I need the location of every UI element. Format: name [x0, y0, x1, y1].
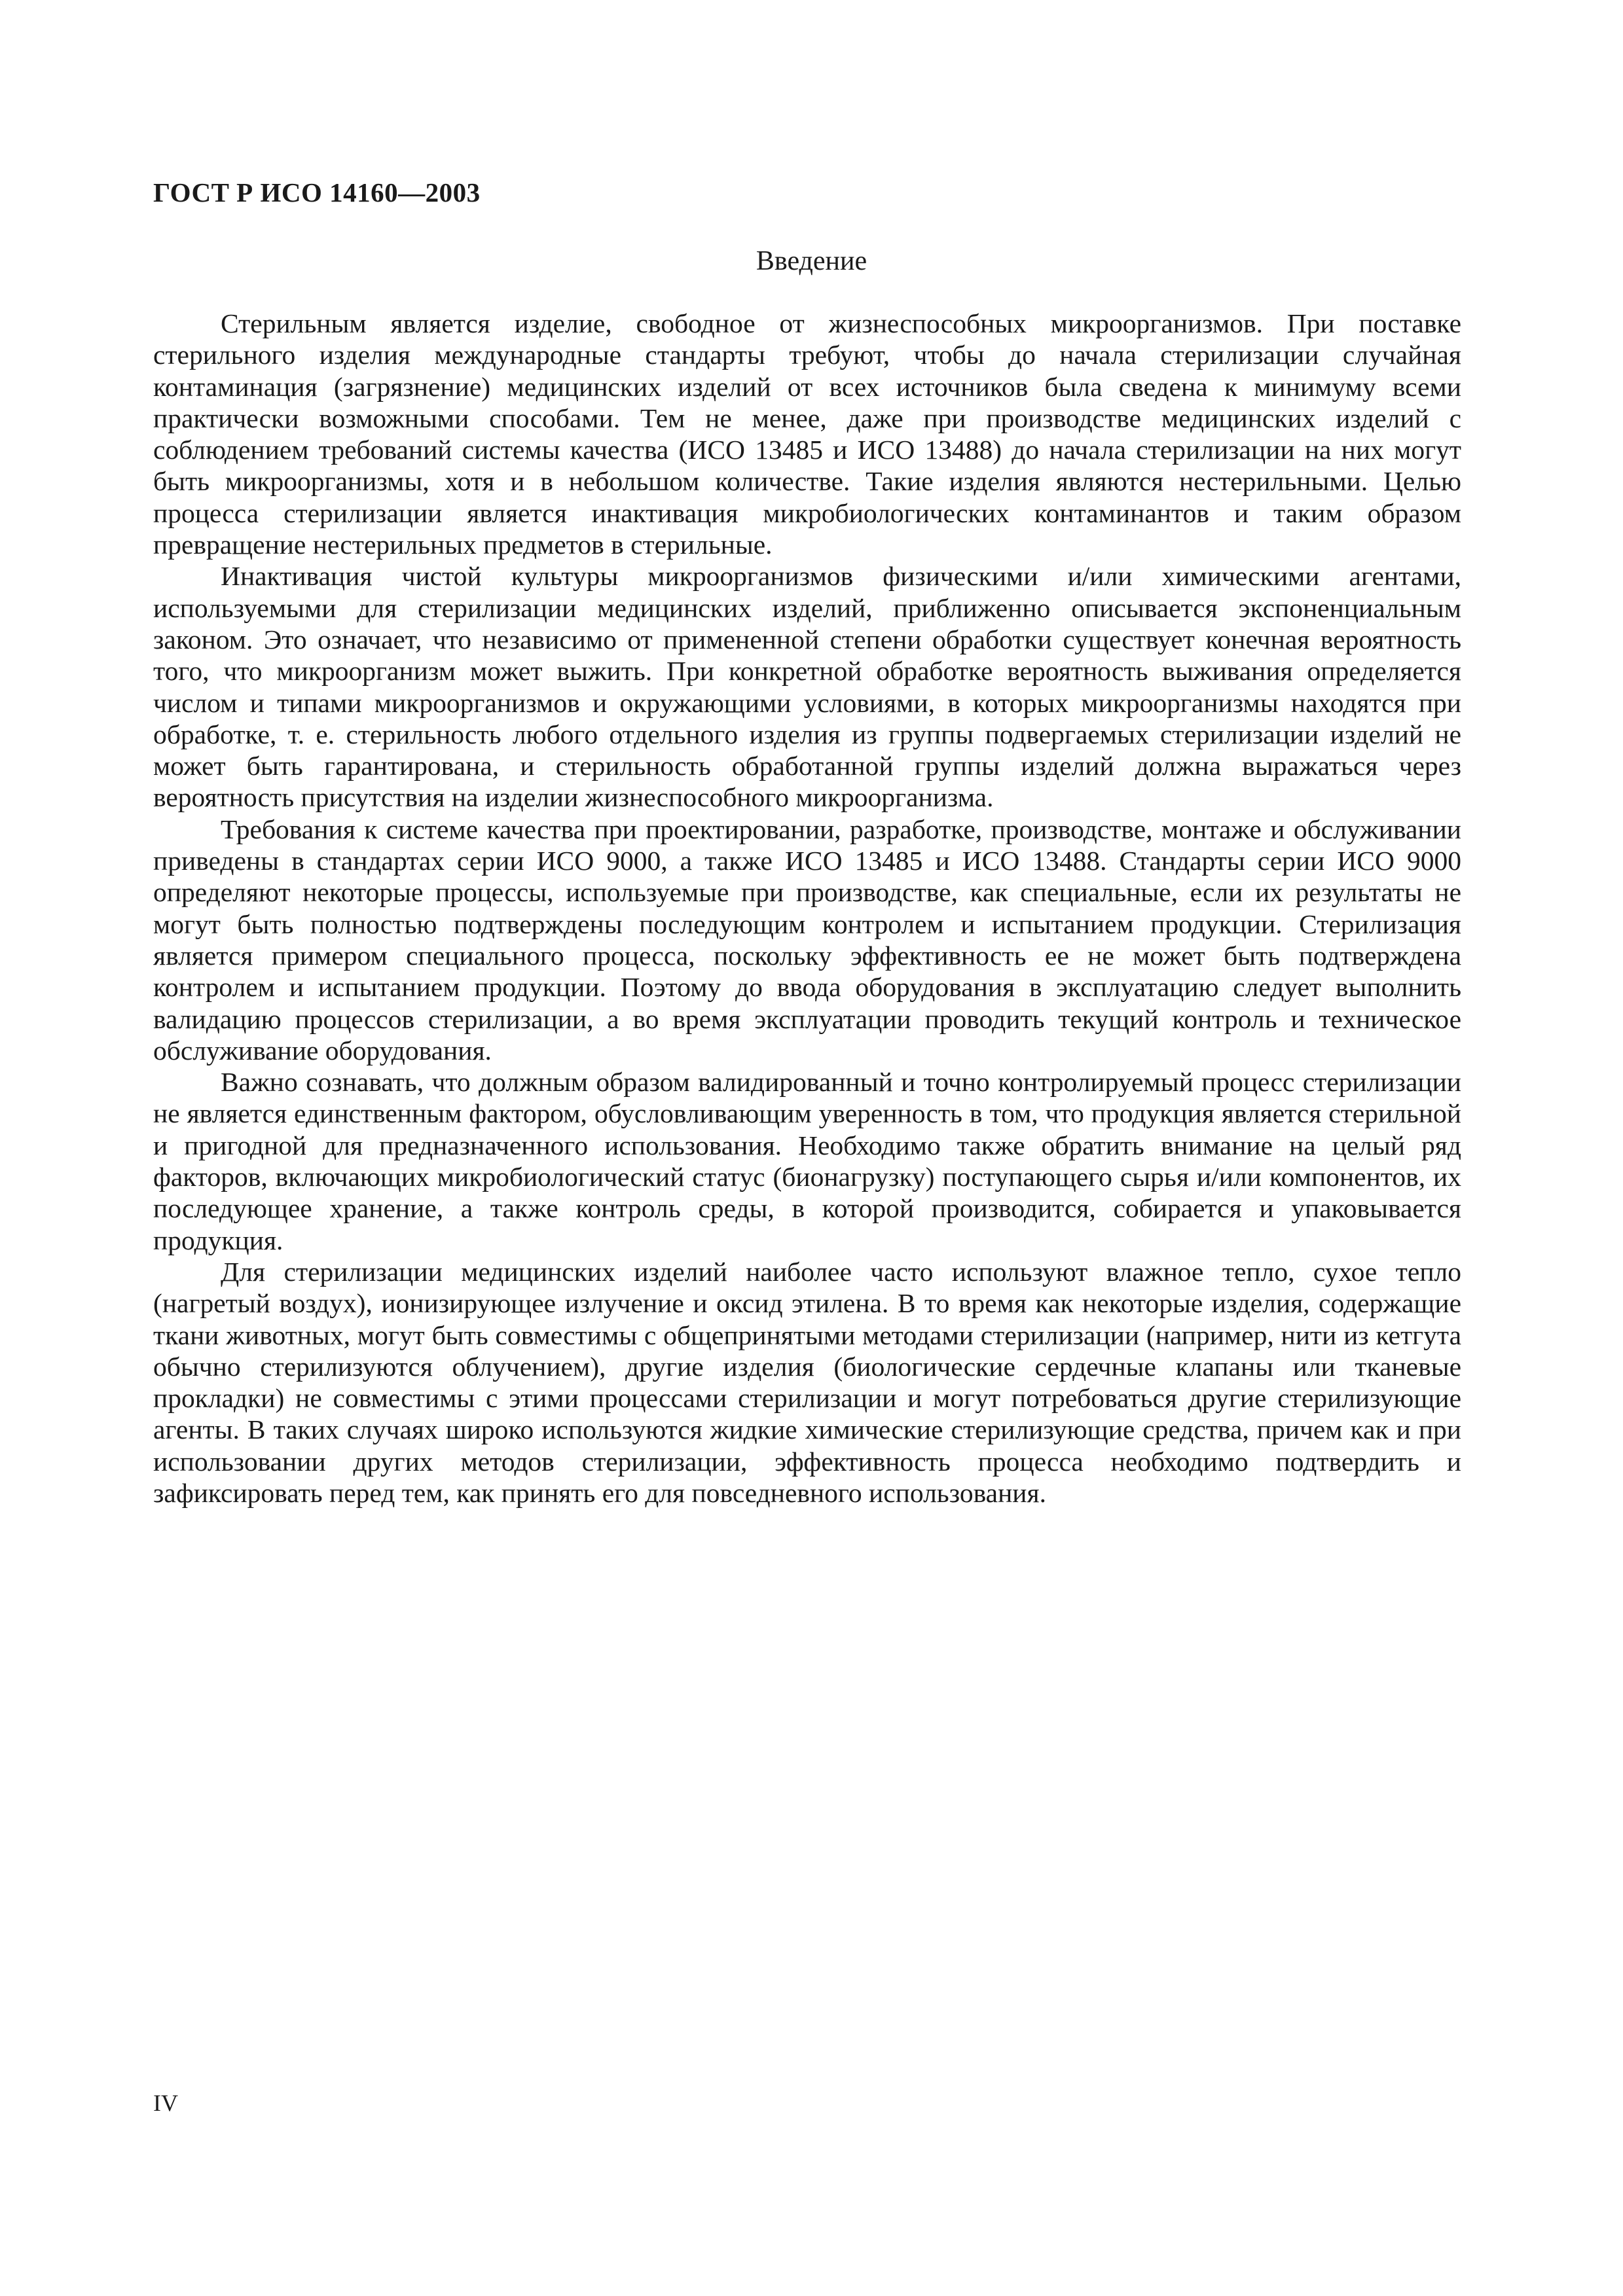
paragraph: Важно сознавать, что должным образом валидированный и точно контролируемый процесс стерилизации не является единственным фактором, обусловливающим уверенность в том, что продукция является стерильной и пригодной для предназначенного использования. Необходимо также обратить внимание на целый ряд факторов, включающих микробиологический статус (бионагрузку) поступающего сырья и/или компонентов, их последующее хранение, а также контроль среды, в которой производится, собирается и упаковывается продукция.: [153, 1067, 1461, 1255]
paragraph: Инактивация чистой культуры микроорганизмов физическими и/или химическими агентами, используемыми для стерилизации медицинских изделий, приближенно описывается экспоненциальным законом. Это означает, что независимо от примененной степени обработки существует конечная вероятность того, что микроорганизм может выжить. При конкретной обработке вероятность выживания определяется числом и типами микроорганизмов и окружающими условиями, в которых микроорганизмы находятся при обработке, т. е. стерильность любого отдельного изделия из группы подвергаемых стерилизации изделий не может быть гарантирована, и стерильность обработанной группы изделий должна выражаться через вероятность присутствия на изделии жизнеспособного микроорганизма.: [153, 561, 1461, 813]
standard-header: ГОСТ Р ИСО 14160—2003: [153, 177, 481, 207]
section-title: Введение: [756, 246, 867, 276]
introduction-body: [153, 308, 1461, 1509]
paragraph: Стерильным является изделие, свободное от жизнеспособных микроорганизмов. При поставке стерильного изделия международные стандарты требуют, чтобы до начала стерилизации случайная контаминация (загрязнение) медицинских изделий от всех источников была сведена к минимуму всеми практически возможными способами. Тем не менее, даже при производстве медицинских изделий с соблюдением требований системы качества (ИСО 13485 и ИСО 13488) до начала стерилизации на них могут быть микроорганизмы, хотя и в небольшом количестве. Такие изделия являются нестерильными. Целью процесса стерилизации является инактивация микробиологических контаминантов и таким образом превращение нестерильных предметов в стерильные.: [153, 308, 1461, 560]
paragraph: Требования к системе качества при проектировании, разработке, производстве, монтаже и обслуживании приведены в стандартах серии ИСО 9000, а также ИСО 13485 и ИСО 13488. Стандарты серии ИСО 9000 определяют некоторые процессы, используемые при производстве, как специальные, если их результаты не могут быть полностью подтверждены последующим контролем и испытанием продукции. Стерилизация является примером специального процесса, поскольку эффективность ее не может быть подтверждена контролем и испытанием продукции. Поэтому до ввода оборудования в эксплуатацию следует выполнить валидацию процессов стерилизации, а во время эксплуатации проводить текущий контроль и техническое обслуживание оборудования.: [153, 814, 1461, 1066]
paragraph: Для стерилизации медицинских изделий наиболее часто используют влажное тепло, сухое тепло (нагретый воздух), ионизирующее излучение и оксид этилена. В то время как некоторые изделия, содержащие ткани животных, могут быть совместимы с общепринятыми методами стерилизации (например, нити из кетгута обычно стерилизуются облучением), другие изделия (биологические сердечные клапаны или тканевые прокладки) не совместимы с этими процессами стерилизации и могут потребоваться другие стерилизующие агенты. В таких случаях широко используются жидкие химические стерилизующие средства, причем как и при использовании других методов стерилизации, эффективность процесса необходимо подтвердить и зафиксировать перед тем, как принять его для повседневного использования.: [153, 1256, 1461, 1508]
page-number: IV: [153, 2090, 178, 2116]
